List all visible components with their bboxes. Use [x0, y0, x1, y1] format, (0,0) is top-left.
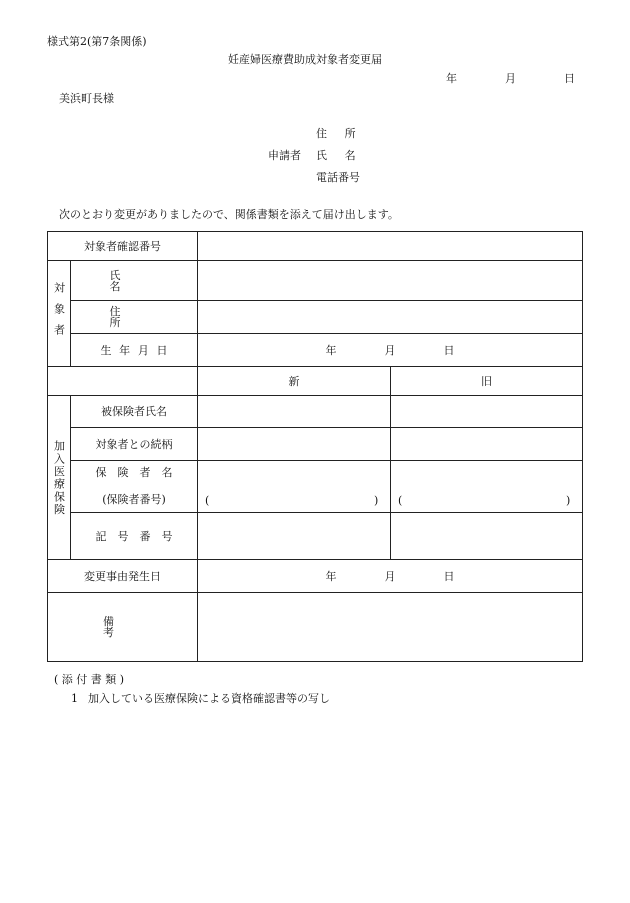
intro-text: 次のとおり変更がありましたので、関係書類を添えて届け出します。	[59, 208, 399, 221]
subject-name-field[interactable]	[198, 261, 582, 300]
addressee: 美浜町長様	[59, 92, 114, 105]
insured-name-label: 被保険者氏名	[101, 405, 167, 418]
attachment-item-number: 1	[71, 692, 78, 705]
confirmation-number-field[interactable]	[198, 232, 582, 260]
birthdate-year-label: 年	[325, 343, 337, 357]
change-date-field[interactable]	[198, 560, 582, 592]
change-date-year-label: 年	[325, 569, 337, 583]
symbol-number-old-field[interactable]	[391, 513, 582, 559]
column-old-header: 旧	[481, 374, 492, 388]
remarks-label: 備考	[103, 615, 169, 639]
insurer-number-new-close-paren: )	[374, 494, 379, 507]
date-year-label: 年	[446, 72, 457, 85]
column-new-header: 新	[288, 374, 300, 388]
insurer-number-old-close-paren: )	[566, 494, 571, 507]
birthdate-day-label: 日	[443, 343, 455, 357]
insurer-number-old-open-paren: (	[398, 494, 403, 507]
change-date-month-label: 月	[384, 569, 396, 583]
relationship-label: 対象者との続柄	[95, 437, 173, 451]
applicant-group-label: 申請者	[268, 149, 301, 162]
insured-name-old-field[interactable]	[391, 396, 582, 427]
attachment-item-text: 加入している医療保険による資格確認書等の写し	[88, 692, 330, 705]
subject-group-label: 対象者	[52, 282, 66, 345]
subject-birthdate-label: 生年月日	[100, 343, 176, 357]
insurer-old-field[interactable]	[391, 461, 582, 512]
insurer-name-label: 保険者名	[95, 465, 184, 479]
applicant-phone-label: 電話番号	[316, 171, 360, 184]
change-date-day-label: 日	[443, 569, 455, 583]
insured-name-new-field[interactable]	[198, 396, 390, 427]
subject-address-field[interactable]	[198, 301, 582, 333]
insurer-number-new-open-paren: (	[205, 494, 210, 507]
applicant-name-label: 氏 名	[316, 149, 359, 162]
birthdate-month-label: 月	[384, 343, 396, 357]
symbol-number-new-field[interactable]	[198, 513, 390, 559]
form-number: 様式第2(第7条関係)	[47, 35, 147, 48]
applicant-address-label: 住 所	[316, 127, 359, 140]
date-month-label: 月	[505, 72, 516, 85]
symbol-number-label: 記号番号	[95, 529, 184, 543]
remarks-field[interactable]	[198, 593, 582, 661]
attachments-heading: ( 添 付 書 類 )	[54, 673, 125, 686]
relationship-old-field[interactable]	[391, 428, 582, 460]
subject-birthdate-field[interactable]	[198, 334, 582, 366]
subject-name-label: 氏名	[109, 268, 159, 293]
change-form-table	[47, 231, 583, 662]
change-date-label: 変更事由発生日	[84, 569, 161, 583]
insurer-new-field[interactable]	[198, 461, 390, 512]
date-day-label: 日	[564, 72, 575, 85]
insurance-group-label: 加入医療保険	[52, 439, 66, 516]
document-title: 妊産婦医療費助成対象者変更届	[228, 53, 382, 66]
insurer-number-label: (保険者番号)	[102, 492, 166, 506]
relationship-new-field[interactable]	[198, 428, 390, 460]
confirmation-number-label: 対象者確認番号	[84, 239, 161, 253]
subject-address-label: 住所	[109, 305, 159, 329]
